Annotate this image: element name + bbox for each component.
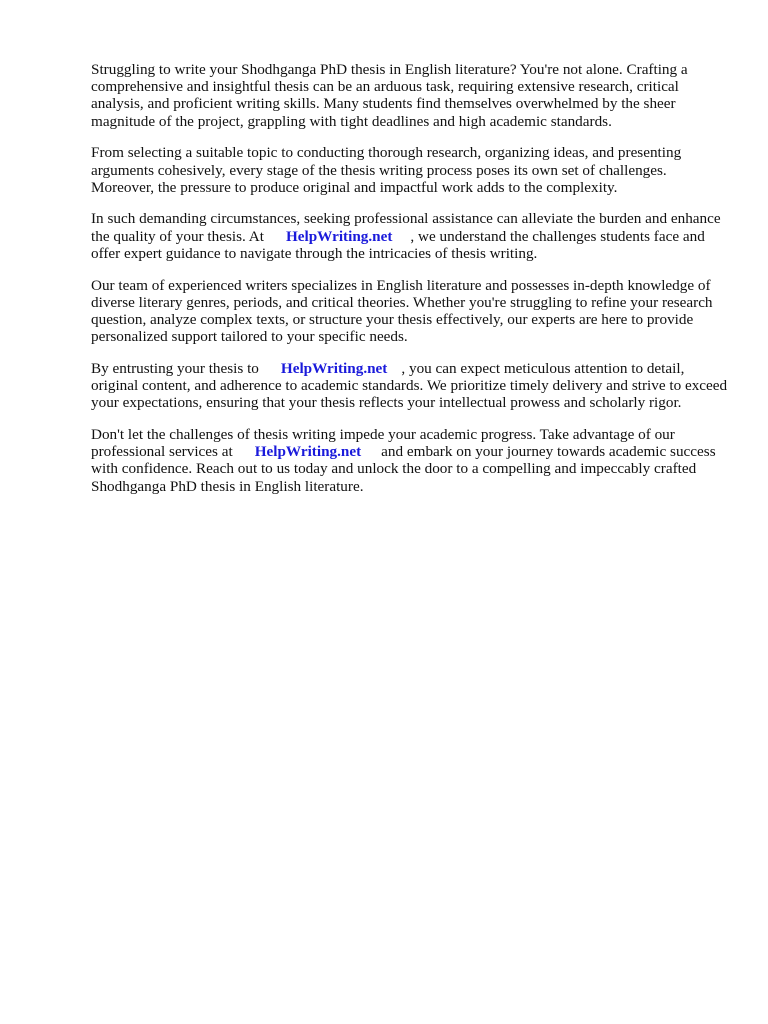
- paragraph-team: Our team of experienced writers specializes in English literature and possesses in-depth knowledge of diverse literary genres, periods, and critical theories. Whether you're struggling to refine your research question, analyze complex texts, or structure your thesis effectively, our experts are here to provide personalized support tailored to your specific needs.: [91, 276, 713, 346]
- helpwriting-link[interactable]: HelpWriting.net: [285, 227, 393, 245]
- paragraph-text: , we understand the challenges students face and offer expert guidance to navigate through the intricacies of thesis writing.: [91, 227, 705, 262]
- paragraph-text: Don't let the challenges of thesis writing impede your academic progress. Take advantage of our professional services at: [91, 425, 675, 461]
- paragraph-text: In such demanding circumstances, seeking professional assistance can alleviate the burden and enhance the quality of your thesis. At: [91, 210, 721, 245]
- helpwriting-link[interactable]: HelpWriting.net: [280, 359, 388, 377]
- paragraph-intro: Struggling to write your Shodhganga PhD thesis in English literature? You're not alone. Crafting a comprehensive and insightful thesis can be an arduous task, requiring extensive research, critical analysis, and proficient writing skills. Many students find themselves overwhelmed by the sheer magnitude of the project, grappling with tight deadlines and high academic standards.: [91, 61, 688, 130]
- paragraph-closing: [91, 426, 731, 495]
- helpwriting-link[interactable]: HelpWriting.net: [254, 443, 362, 461]
- document-body: [91, 61, 731, 509]
- paragraph-challenges: From selecting a suitable topic to conducting thorough research, organizing ideas, and presenting arguments cohesively, every stage of the thesis writing process poses its own set of challenges. Moreover, the pressure to produce original and impactful work adds to the complexity.: [91, 144, 682, 196]
- paragraph-assistance: [91, 210, 731, 262]
- paragraph-text: By entrusting your thesis to: [91, 359, 259, 377]
- paragraph-text: , you can expect meticulous attention to detail, original content, and adherence to academic standards. We prioritize timely delivery and strive to exceed your expectations, ensuring that your thesis reflects your intellectual prowess and scholarly rigor.: [91, 359, 728, 412]
- paragraph-entrusting: [91, 360, 731, 412]
- paragraph-text: and embark on your journey towards academic success with confidence. Reach out to us today and unlock the door to a compelling and impeccably crafted Shodhganga PhD thesis in English literature.: [91, 443, 716, 495]
